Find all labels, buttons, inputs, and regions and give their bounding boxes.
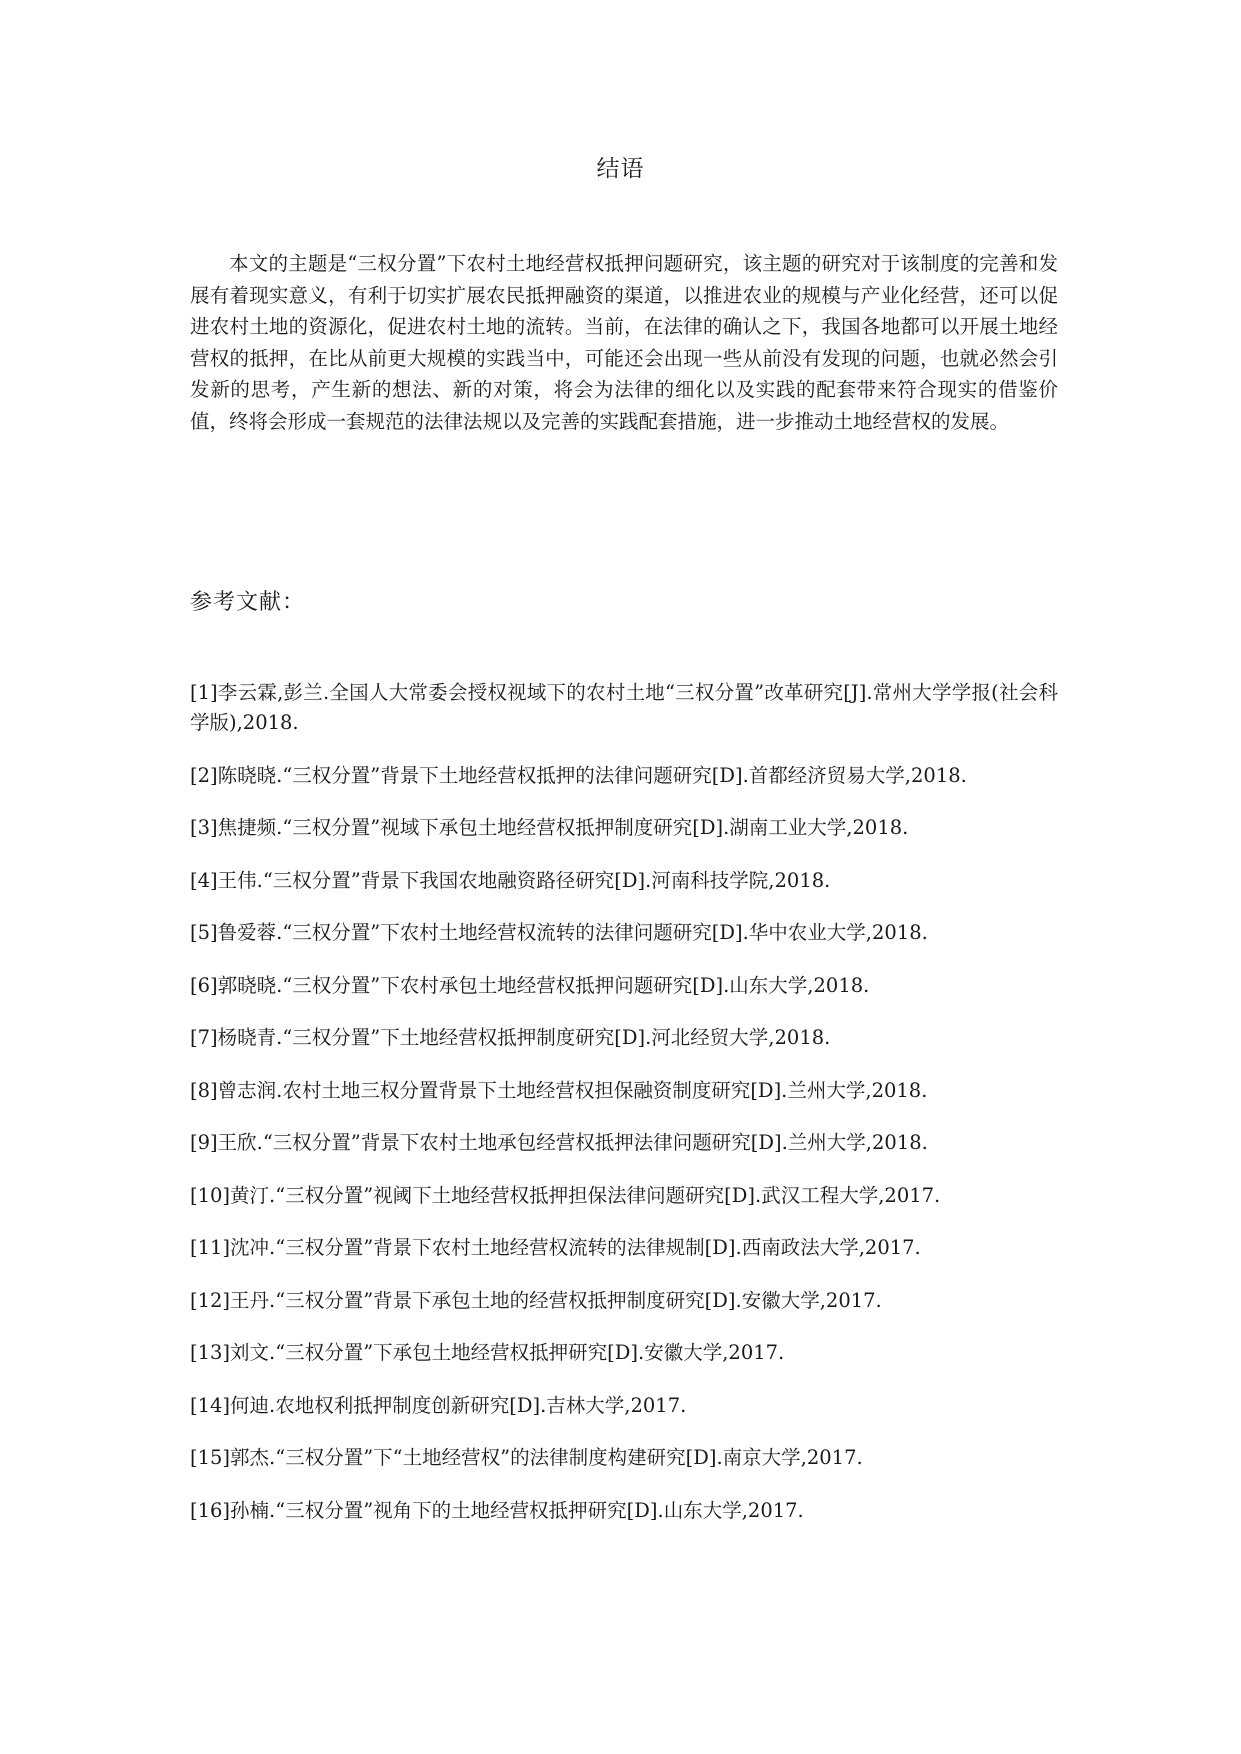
conclusion-title: 结语 [596,156,645,182]
reference-item-4: [4]王伟.“三权分置”背景下我国农地融资路径研究[D].河南科技学院,2018. [190,868,831,892]
reference-item-1: [1]李云霖,彭兰.全国人大常委会授权视域下的农村土地“三权分置”改革研究[J].常州大学学报(社会科学版),2018. [190,681,1058,734]
reference-item-10: [10]黄汀.“三权分置”视阈下土地经营权抵押担保法律问题研究[D].武汉工程大学,2017. [190,1183,941,1207]
reference-item-16: [16]孙楠.“三权分置”视角下的土地经营权抵押研究[D].山东大学,2017. [190,1498,804,1522]
reference-item-2: [2]陈晓晓.“三权分置”背景下土地经营权抵押的法律问题研究[D].首都经济贸易大学,2018. [190,763,967,787]
reference-item-7: [7]杨晓青.“三权分置”下土地经营权抵押制度研究[D].河北经贸大学,2018. [190,1026,831,1049]
reference-item-3: [3]焦捷频.“三权分置”视域下承包土地经营权抵押制度研究[D].湖南工业大学,2018. [190,816,909,839]
reference-item-5: [5]鲁爱蓉.“三权分置”下农村土地经营权流转的法律问题研究[D].华中农业大学,2018. [190,921,928,944]
reference-item-13: [13]刘文.“三权分置”下承包土地经营权抵押研究[D].安徽大学,2017. [190,1341,785,1364]
conclusion-paragraph: 本文的主题是“三权分置”下农村土地经营权抵押问题研究，该主题的研究对于该制度的完善和发展有着现实意义，有利于切实扩展农民抵押融资的渠道，以推进农业的规模与产业化经营，还可以促进农村土地的资源化，促进农村土地的流转。当前，在法律的确认之下，我国各地都可以开展土地经营权的抵押，在比从前更大规模的实践当中，可能还会出现一些从前没有发现的问题，也就必然会引发新的思考，产生新的想法、新的对策，将会为法律的细化以及实践的配套带来符合现实的借鉴价值，终将会形成一套规范的法律法规以及完善的实践配套措施，进一步推动土地经营权的发展。 [190,252,1058,433]
reference-item-11: [11]沈冲.“三权分置”背景下农村土地经营权流转的法律规制[D].西南政法大学,2017. [190,1236,921,1259]
reference-item-8: [8]曾志润.农村土地三权分置背景下土地经营权担保融资制度研究[D].兰州大学,2018. [190,1078,928,1102]
reference-item-12: [12]王丹.“三权分置”背景下承包土地的经营权抵押制度研究[D].安徽大学,2017. [190,1288,882,1312]
references-heading: 参考文献： [190,590,306,615]
reference-item-6: [6]郭晓晓.“三权分置”下农村承包土地经营权抵押问题研究[D].山东大学,2018. [190,973,870,997]
reference-item-9: [9]王欣.“三权分置”背景下农村土地承包经营权抵押法律问题研究[D].兰州大学,2018. [190,1131,928,1154]
reference-item-14: [14]何迪.农地权利抵押制度创新研究[D].吉林大学,2017. [190,1393,687,1417]
reference-item-15: [15]郭杰.“三权分置”下“土地经营权”的法律制度构建研究[D].南京大学,2017. [190,1446,863,1469]
reference-list [190,678,1058,1548]
